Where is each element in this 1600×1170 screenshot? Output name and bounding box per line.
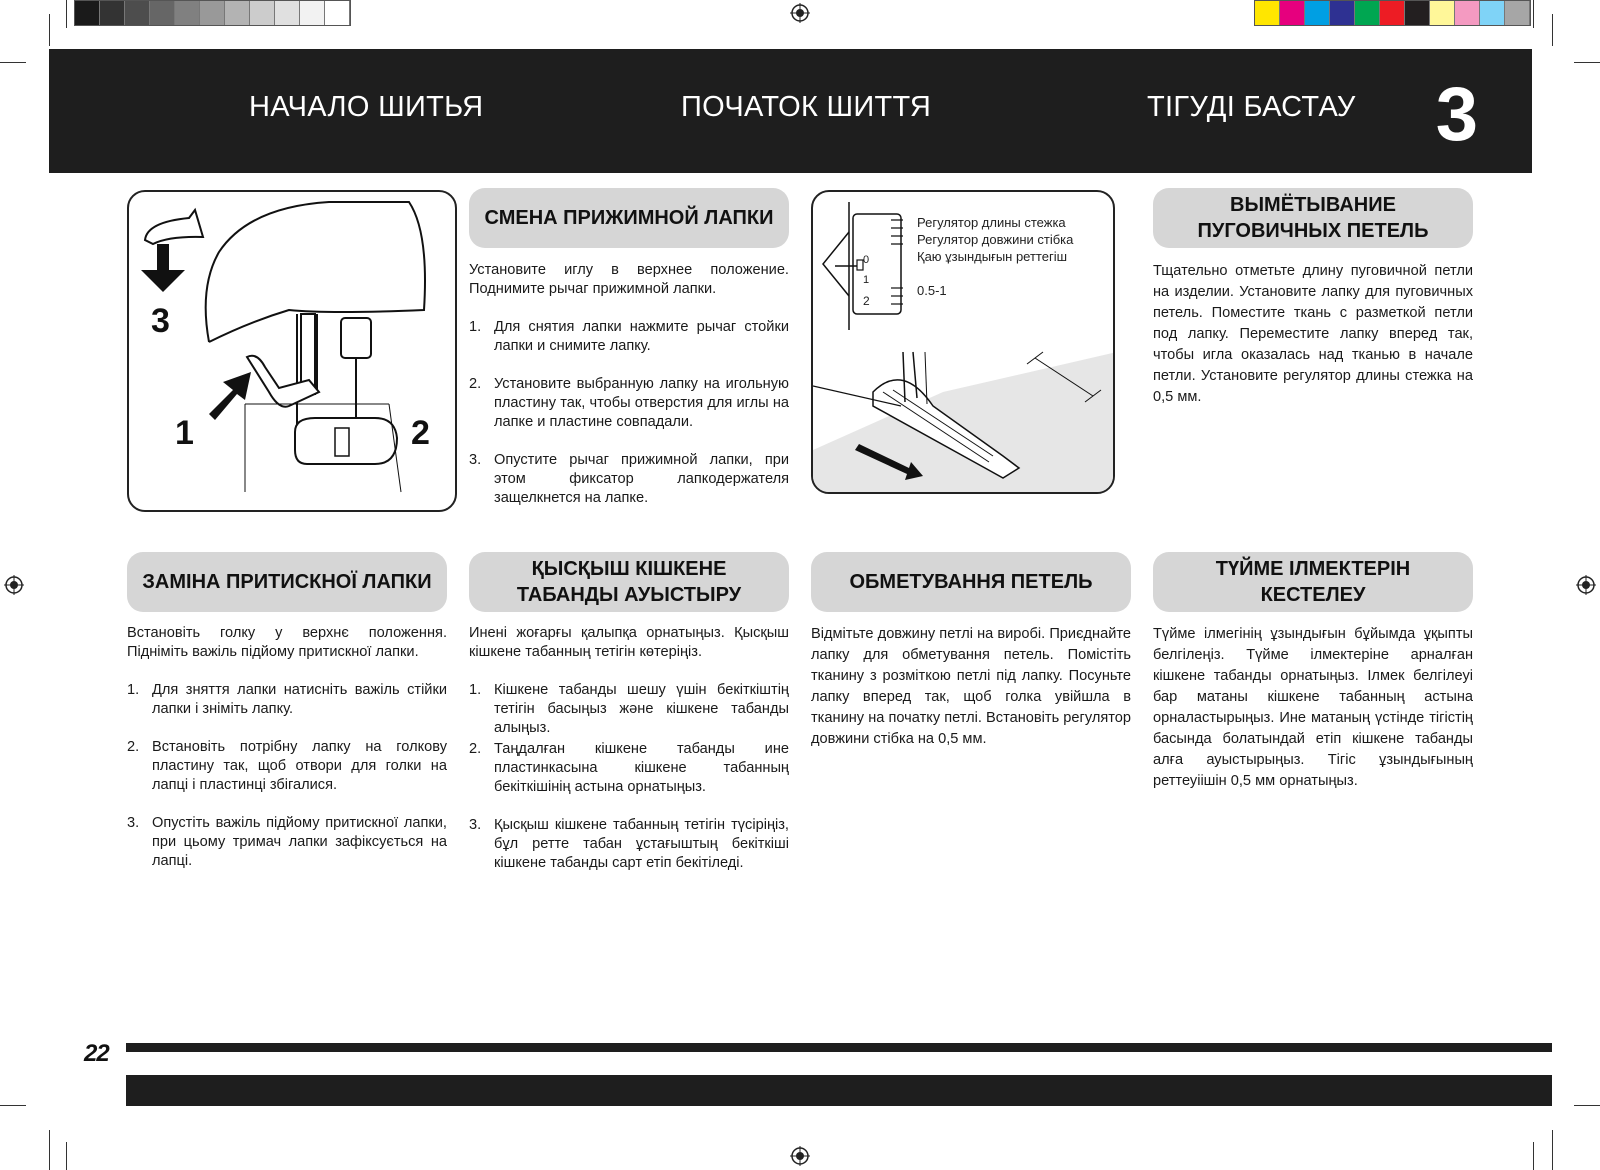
buttonhole-kz-text: Түйме ілмегінің ұзындығын бұйымда ұқыпты белгілеңіз. Түйме ілмектеріне арналған кішкене табанды орнатыңыз. Ілмек белгілеуі бар матаны кішкене табанның астына орналастырыңыз. Ине матаның үстінде тігістің басында болатындай етіп кішкене табанды алға ауыстырыңыз. Тігіс ұзындығының реттеуіішін 0,5 мм орнатыңыз. bbox=[1153, 626, 1473, 789]
crop-mark bbox=[0, 62, 26, 63]
label-ua: Регулятор довжини стібка bbox=[917, 232, 1074, 247]
color-swatch bbox=[1280, 1, 1305, 25]
buttonhole-ua-text: Відмітьте довжину петлі на виробі. Приєднайте лапку для обметування петель. Помістіть тканину з розміткою петлі під лапку. Посуньте лапку вперед так, щоб голка увійшла в тканину на початку петлі. Встановіть регулятор довжини стібка на 0,5 мм. bbox=[811, 626, 1131, 747]
presser-foot-ua-text: Встановіть голку у верхнє положення. Підніміть важіль підйому притискної лапки. 1. Для зняття лапки натисніть важіль стійки лапки і зніміть лапку. 2. Встановіть потрібну лапку на голкову пластину так, щоб отвори для голки на лапці і пластинці збігалися. 3. Опустіть важіль підйому притискної лапки, при цьому тримач лапки зафіксується на лапці. bbox=[127, 625, 447, 869]
list-item: 3. Опустите рычаг прижимной лапки, при этом фиксатор лапкодержателя защелкнется на лапке. bbox=[469, 452, 789, 506]
callout-3: 3 bbox=[151, 302, 170, 340]
footer-bar bbox=[126, 1075, 1552, 1106]
crop-mark bbox=[1533, 1142, 1534, 1170]
stitch-length-labels bbox=[917, 214, 1073, 299]
dial-mark-2: 2 bbox=[863, 294, 870, 308]
color-swatch bbox=[1355, 1, 1380, 25]
color-swatch bbox=[275, 1, 300, 25]
label-ru: Регулятор длины стежка bbox=[917, 215, 1066, 230]
registration-mark-icon bbox=[790, 1146, 810, 1166]
list-item: 3. Опустіть важіль підйому притискної лапки, при цьому тримач лапки зафіксується на лапці. bbox=[127, 815, 447, 869]
color-swatch bbox=[1380, 1, 1405, 25]
color-swatch bbox=[250, 1, 275, 25]
presser-foot-kz-text: Инені жоғарғы қалыпқа орнатыңыз. Қысқыш кішкене табанның тетігін көтеріңіз. 1. Кішкене табанды шешу үшін бекіткіштің тетігін басыңыз және кішкене табанды алыңыз. 2. Таңдалған кішкене табанды ине пластинкасына кішкене табанның бекіткішінің астына орнатыңыз. 3. Қысқыш кішкене табанның тетігін түсіріңіз, бұл ретте табан ұстағыштың бекіткіші кішкене табанды сарт етіп бекітіледі. bbox=[469, 625, 789, 871]
list-item: 2. Таңдалған кішкене табанды ине пластинкасына кішкене табанның бекіткішінің астына орнатыңыз. bbox=[469, 741, 789, 795]
list-item: 2. Встановіть потрібну лапку на голкову пластину так, щоб отвори для голки на лапці і пластинці збігалися. bbox=[127, 739, 447, 793]
registration-mark-icon bbox=[1576, 575, 1596, 595]
list-item: 3. Қысқыш кішкене табанның тетігін түсіріңіз, бұл ретте табан ұстағыштың бекіткіші кішкене табанды сарт етіп бекітіледі. bbox=[469, 817, 789, 871]
section-title-presser-foot-kz: ҚЫСҚЫШ КІШКЕНЕ ТАБАНДЫ АУЫСТЫРУ bbox=[469, 552, 789, 612]
registration-mark-icon bbox=[790, 3, 810, 23]
process-color-bar bbox=[1254, 0, 1531, 26]
crop-mark bbox=[1552, 14, 1553, 46]
crop-mark bbox=[1533, 0, 1534, 28]
color-swatch bbox=[75, 1, 100, 25]
color-swatch bbox=[1430, 1, 1455, 25]
sewing-machine-drawing bbox=[129, 192, 457, 512]
list-item: 2. Установите выбранную лапку на игольную пластину так, чтобы отверстия для иглы на лапке и пластине совпадали. bbox=[469, 376, 789, 430]
header-title-kz: ТІГУДІ БАСТАУ bbox=[1147, 91, 1356, 123]
section-title-buttonhole-kz: ТҮЙМЕ ІЛМЕКТЕРІН КЕСТЕЛЕУ bbox=[1153, 552, 1473, 612]
color-swatch bbox=[1480, 1, 1505, 25]
color-swatch bbox=[125, 1, 150, 25]
dial-mark-1: 1 bbox=[863, 274, 870, 286]
section-title-presser-foot-ru: СМЕНА ПРИЖИМНОЙ ЛАПКИ bbox=[469, 188, 789, 248]
color-swatch bbox=[1405, 1, 1430, 25]
crop-mark bbox=[0, 1105, 26, 1106]
list-item: 1. Для снятия лапки нажмите рычаг стойки лапки и снимите лапку. bbox=[469, 319, 789, 354]
chapter-number: 3 bbox=[1435, 72, 1478, 157]
label-kz: Қаю ұзындығын реттегіш bbox=[917, 249, 1068, 264]
callout-1: 1 bbox=[175, 414, 194, 452]
color-swatch bbox=[150, 1, 175, 25]
color-swatch bbox=[1505, 1, 1530, 25]
color-swatch bbox=[225, 1, 250, 25]
intro-paragraph: Установите иглу в верхнее положение. Поднимите рычаг прижимной лапки. bbox=[469, 262, 789, 297]
buttonhole-ru-text: Тщательно отметьте длину пуговичной петли на изделии. Установите лапку для пуговичных петель. Поместите ткань с разметкой петли под лапку. Переместите лапку вперед так, чтобы игла оказалась над тканью в начале петли. Установите регулятор длины стежка на 0,5 мм. bbox=[1153, 263, 1473, 405]
setting-value: 0.5-1 bbox=[917, 283, 947, 298]
color-swatch bbox=[175, 1, 200, 25]
color-swatch bbox=[325, 1, 350, 25]
color-swatch bbox=[1305, 1, 1330, 25]
crop-mark bbox=[66, 1142, 67, 1170]
dial-mark-0: 0 bbox=[863, 254, 870, 266]
section-title-presser-foot-ua: ЗАМІНА ПРИТИСКНОЇ ЛАПКИ bbox=[127, 552, 447, 612]
color-swatch bbox=[200, 1, 225, 25]
list-item: 1. Для зняття лапки натисніть важіль стійки лапки і зніміть лапку. bbox=[127, 682, 447, 717]
section-title-buttonhole-ua: ОБМЕТУВАННЯ ПЕТЕЛЬ bbox=[811, 552, 1131, 612]
list-item: 1. Кішкене табанды шешу үшін бекіткіштің тетігін басыңыз және кішкене табанды алыңыз. bbox=[469, 682, 789, 736]
crop-mark bbox=[66, 0, 67, 28]
presser-foot-illustration bbox=[127, 190, 457, 512]
registration-mark-icon bbox=[4, 575, 24, 595]
grayscale-color-bar bbox=[74, 0, 351, 26]
callout-2: 2 bbox=[411, 414, 430, 452]
crop-mark bbox=[49, 14, 50, 46]
color-swatch bbox=[300, 1, 325, 25]
presser-foot-ru-text bbox=[469, 261, 789, 508]
header-title-ua: ПОЧАТОК ШИТТЯ bbox=[681, 91, 932, 123]
color-swatch bbox=[1255, 1, 1280, 25]
color-swatch bbox=[100, 1, 125, 25]
header-title-ru: НАЧАЛО ШИТЬЯ bbox=[249, 91, 484, 123]
page-number: 22 bbox=[84, 1040, 109, 1067]
footer-rule bbox=[126, 1043, 1552, 1052]
crop-mark bbox=[1552, 1130, 1553, 1170]
color-swatch bbox=[1330, 1, 1355, 25]
section-title-buttonhole-ru: ВЫМЁТЫВАНИЕ ПУГОВИЧНЫХ ПЕТЕЛЬ bbox=[1153, 188, 1473, 248]
crop-mark bbox=[1574, 62, 1600, 63]
color-swatch bbox=[1455, 1, 1480, 25]
page-header bbox=[49, 49, 1532, 173]
crop-mark bbox=[1574, 1105, 1600, 1106]
crop-mark bbox=[49, 1130, 50, 1170]
